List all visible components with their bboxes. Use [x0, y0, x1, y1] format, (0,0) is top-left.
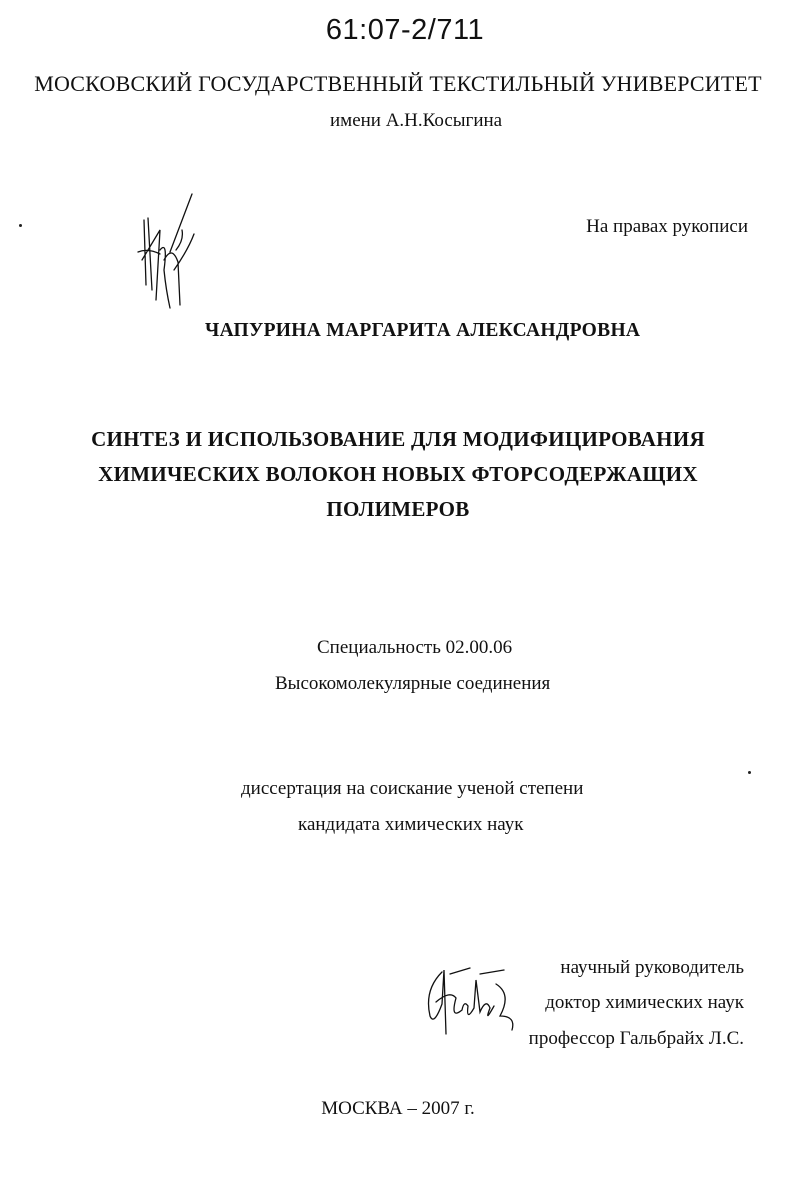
dissertation-title: [0, 422, 796, 527]
city-year: МОСКВА – 2007 г.: [321, 1098, 475, 1119]
manuscript-rights-label: На правах рукописи: [586, 216, 748, 237]
university-named-after: имени А.Н.Косыгина: [330, 110, 503, 131]
supervisor-name: профессор Гальбрайх Л.С.: [528, 1028, 744, 1049]
scan-speck: [19, 224, 22, 227]
specialty-name: Высокомолекулярные соединения: [275, 673, 551, 694]
title-line-3: ПОЛИМЕРОВ: [326, 497, 470, 521]
supervisor-degree: доктор химических наук: [545, 992, 744, 1013]
author-name: ЧАПУРИНА МАРГАРИТА АЛЕКСАНДРОВНА: [205, 320, 641, 341]
degree-line-1: диссертация на соискание ученой степени: [241, 778, 584, 799]
specialty-code: Специальность 02.00.06: [317, 637, 513, 658]
title-line-2: ХИМИЧЕСКИХ ВОЛОКОН НОВЫХ ФТОРСОДЕРЖАЩИХ: [98, 462, 698, 486]
scan-speck: [748, 771, 751, 774]
author-signature: [130, 190, 205, 315]
title-line-1: СИНТЕЗ И ИСПОЛЬЗОВАНИЕ ДЛЯ МОДИФИЦИРОВАНИЯ: [91, 427, 705, 451]
university-name: МОСКОВСКИЙ ГОСУДАРСТВЕННЫЙ ТЕКСТИЛЬНЫЙ УНИВЕРСИТЕТ: [34, 71, 762, 96]
degree-line-2: кандидата химических наук: [298, 814, 524, 835]
archive-stamp-number: 61:07-2/711: [325, 14, 485, 46]
supervisor-role: научный руководитель: [560, 957, 744, 978]
supervisor-signature: [420, 960, 530, 1040]
